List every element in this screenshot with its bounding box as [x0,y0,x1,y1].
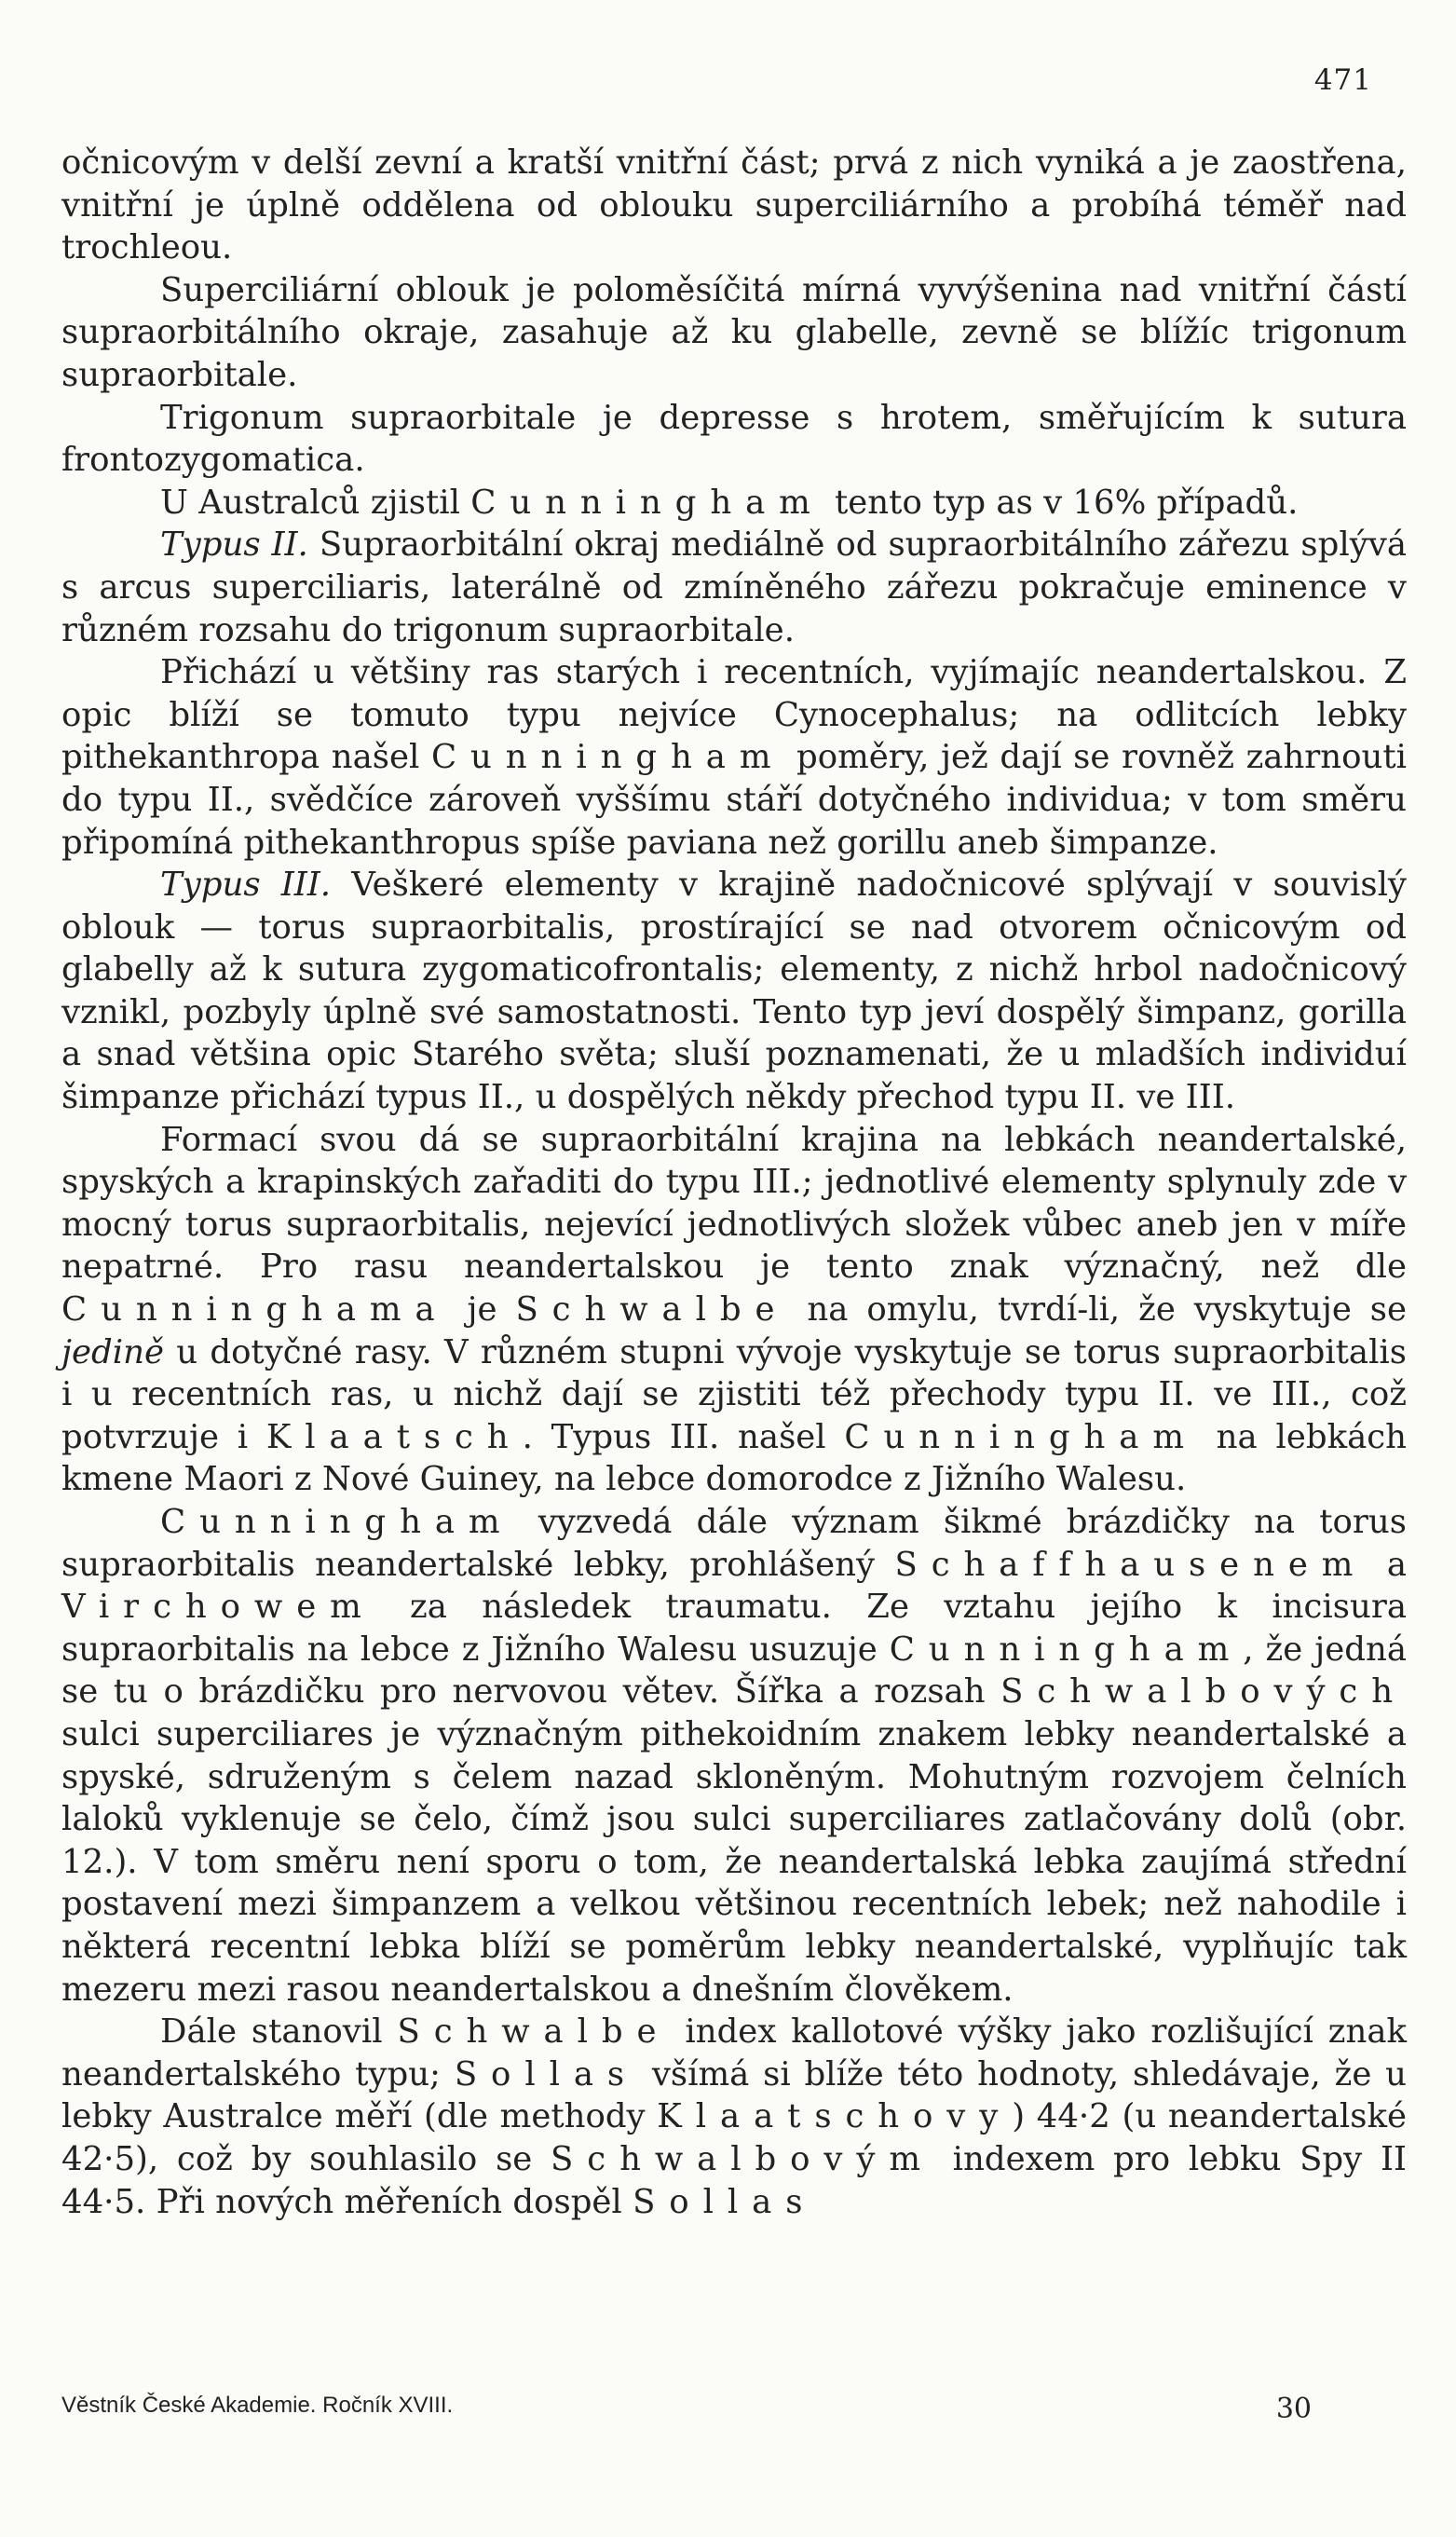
author-name: Schwalbových [1000,1672,1407,1712]
paragraph-1: očnicovým v delší zevní a kratší vnitřní část; prvá z nich vyniká a je zaostřena, vnitřní je úplně oddělena od oblouku superciliárního a probíhá téměř nad trochleou. [61,143,1407,267]
author-name: Cunningham [889,1630,1244,1669]
author-name: Schaffhausenem [894,1545,1368,1584]
paragraph-8: Formací svou dá se supraorbitální krajina na lebkách neandertalské, spyských a krapinských zařaditi do typu III.; jednotlivé elementy splynuly zde v mocný torus supraorbitalis, nejevící jednotlivých složek vůbec aneb jen v míře nepatrné. Pro rasu neandertalskou je tento znak význačný, než dle Cunninghama je Schwalbe na omylu, tvrdí-li, že vyskytuje se jedině u dotyčné rasy. V různém stupni vývoje vyskytuje se torus supraorbitalis i u recentních ras, u nichž dají se zjistiti též přechody typu II. ve III., což potvrzuje i Klaatsch. Typus III. našel Cunningham na lebkách kmene Maori z Nové Guiney, na lebce domorodce z Jižního Walesu. [61,1120,1407,1499]
sheet-signature: 30 [1275,2393,1312,2425]
body-text [61,142,1407,2223]
paragraph-10: Dále stanovil Schwalbe index kallotové výšky jako rozlišující znak neandertalského typu; Sollas všímá si blíže této hodnoty, shledávaje, že u lebky Australce měří (dle methody Klaatschovy) 44·2 (u neandertalské 42·5), což by souhlasilo se Schwalbovým indexem pro lebku Spy II 44·5. Při nových měřeních dospěl Sollas [61,2012,1407,2221]
author-name: Virchowem [61,1588,375,1627]
type-label: Typus II. [160,525,308,565]
paragraph-2: Superciliární oblouk je poloměsíčitá mírná vyvýšenina nad vnitřní částí supraorbitálního okraje, zasahuje až ku glabelle, zevně se blížíc trigonum supraorbitale. [61,270,1407,394]
author-name: Schwalbovým [551,2139,934,2178]
author-name: Klaatschovy [657,2097,1013,2136]
author-name: Schwalbe [397,2012,671,2052]
author-name: Sollas [633,2182,817,2221]
paragraph-9: Cunningham vyzvedá dále význam šikmé brázdičky na torus supraorbitalis neandertalské lebky, prohlášený Schaffhausenem a Virchowem za následek traumatu. Ze vztahu jejího k incisura supraorbitalis na lebce z Jižního Walesu usuzuje Cunningham, že jedná se tu o brázdičku pro nervovou větev. Šířka a rozsah Schwalbových sulci superciliares je význačným pithekoidním znakem lebky neandertalské a spyské, sdruženým s čelem nazad skloněným. Mohutným rozvojem čelních laloků vyklenuje se čelo, čímž jsou sulci superciliares zatlačovány dolů (obr. 12.). V tom směru není sporu o tom, že neandertalská lebka zaujímá střední postavení mezi šimpanzem a velkou většinou recentních lebek; než nahodile i některá recentní lebka blíží se poměrům lebky neandertalské, vyplňujíc tak mezeru mezi rasou neandertalskou a dnešním člověkem. [61,1503,1408,2009]
paragraph-7: Typus III. Veškeré elementy v krajině nadočnicové splývají v souvislý oblouk — torus supraorbitalis, prostírající se nad otvorem očnicovým od glabelly až k sutura zygomaticofrontalis; elementy, z nichž hrbol nadočnicový vznikl, pozbyly úplně své samostatnosti. Tento typ jeví dospělý šimpanz, gorilla a snad většina opic Starého světa; sluší poznamenati, že u mladších individuí šimpanze přichází typus II., u dospělých někdy přechod typu II. ve III. [61,866,1407,1117]
author-name: Schwalbe [515,1290,789,1330]
author-name: Klaatsch [265,1417,523,1456]
emphasis: jedině [61,1332,164,1371]
author-name: Cunninghama [61,1290,449,1330]
paragraph-5: Typus II. Supraorbitální okraj mediálně od supraorbitálního zářezu splývá s arcus superciliaris, laterálně od zmíněného zářezu pokračuje eminence v různém rozsahu do trigonum supraorbitale. [61,525,1408,649]
paragraph-6: Přichází u většiny ras starých i recentních, vyjímajíc neandertalskou. Z opic blíží se tomuto typu nejvíce Cynocephalus; na odlitcích lebky pithekanthropa našel Cunningham poměry, jež dají se rovněž zahrnouti do typu II., svědčíce zároveň vyššímu stáří dotyčného individua; v tom směru připomíná pithekanthropus spíše paviana než gorillu aneb šimpanze. [61,653,1407,862]
author-name: Sollas [454,2054,639,2094]
author-name: Cunningham [160,1503,514,1541]
paragraph-3: Trigonum supraorbitale je depresse s hrotem, směřujícím k sutura frontozygomatica. [61,398,1407,480]
author-name: Cunningham [844,1417,1198,1456]
type-label: Typus III. [160,866,332,905]
journal-footer: Věstník České Akademie. Ročník XVIII. [61,2393,454,2418]
author-name: Cunningham [430,738,785,777]
page-number: 471 [1313,63,1372,97]
author-name: Cunningham [470,483,824,522]
paragraph-4: U Australců zjistil Cunningham tento typ as v 16% případů. [160,483,1299,522]
page-footer [61,2393,1312,2425]
